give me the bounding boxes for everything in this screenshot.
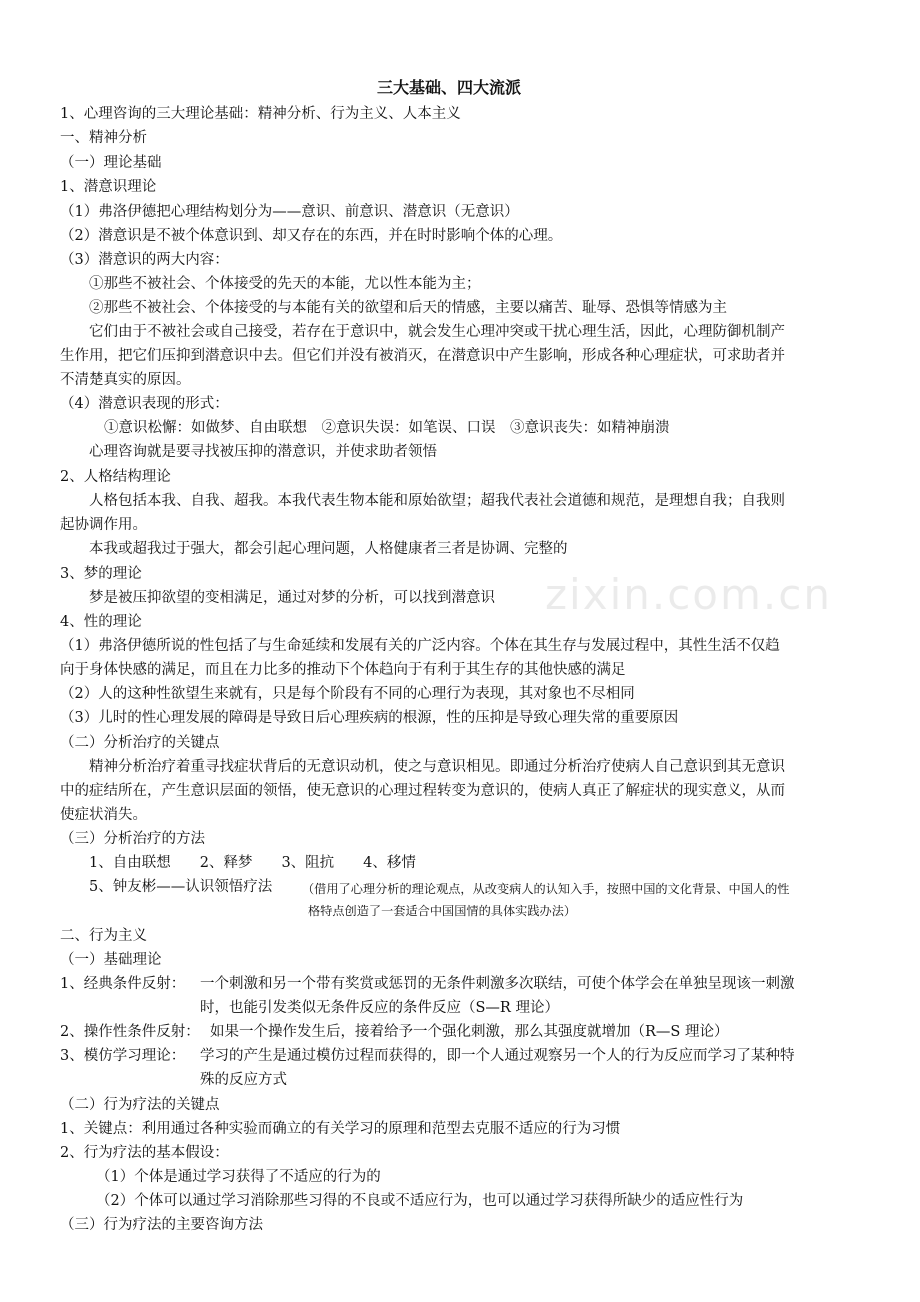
subsection-heading: 2、人格结构理论 — [60, 469, 171, 485]
text-line: （2）潜意识是不被个体意识到、却又存在的东西，并在时时影响个体的心理。 — [60, 228, 563, 244]
term-definition: 如果一个操作发生后，接着给予一个强化刺激，那么其强度就增加（R—S 理论） — [210, 1024, 729, 1040]
subsection-heading: （三）分析治疗的方法 — [60, 831, 205, 847]
text-line: （1）个体是通过学习获得了不适应的行为的 — [96, 1169, 381, 1185]
text-line: ②那些不被社会、个体接受的与本能有关的欲望和后天的情感，主要以痛苦、耻辱、恐惧等情感为主 — [89, 300, 727, 316]
subsection-heading: （二）分析治疗的关键点 — [60, 735, 220, 751]
paragraph-line: 起协调作用。 — [60, 517, 147, 533]
paragraph-line: 向于身体快感的满足，而且在力比多的推动下个体趋向于有利于其生存的其他快感的满足 — [60, 662, 626, 678]
method-item: 5、钟友彬——认识领悟疗法 — [89, 879, 273, 895]
subsection-heading: 3、梦的理论 — [60, 566, 142, 582]
subsection-heading: （一）理论基础 — [60, 155, 162, 171]
method-note: （借用了心理分析的理论观点，从改变病人的认知入手，按照中国的文化背景、中国人的性 — [302, 882, 790, 896]
paragraph-line: （1）弗洛伊德所说的性包括了与生命延续和发展有关的广泛内容。个体在其生存与发展过程中，其性生活不仅趋 — [60, 638, 780, 654]
paragraph-line: 人格包括本我、自我、超我。本我代表生物本能和原始欲望；超我代表社会道德和规范，是理想自我；自我则 — [89, 493, 785, 509]
text-line: 1、关键点：利用通过各种实验而确立的有关学习的原理和范型去克服不适应的行为习惯 — [60, 1121, 621, 1137]
text-line: ①意识松懈：如做梦、自由联想 ②意识失误：如笔误、口误 ③意识丧失：如精神崩溃 — [104, 420, 670, 436]
paragraph-line: 中的症结所在，产生意识层面的领悟，使无意识的心理过程转变为意识的，使病人真正了解症状的现实意义，从而 — [60, 783, 785, 799]
term-definition: 时，也能引发类似无条件反应的条件反应（S—R 理论） — [200, 1000, 559, 1016]
section-heading: 一、精神分析 — [60, 130, 147, 146]
text-line: 1、心理咨询的三大理论基础：精神分析、行为主义、人本主义 — [60, 106, 461, 122]
term-label: 3、模仿学习理论： — [60, 1048, 186, 1064]
page-title: 三大基础、四大流派 — [377, 78, 522, 97]
paragraph-line: 精神分析治疗着重寻找症状背后的无意识动机，使之与意识相见。即通过分析治疗使病人自己意识到其无意识 — [89, 759, 785, 775]
term-definition: 殊的反应方式 — [200, 1072, 287, 1088]
text-line: （3）潜意识的两大内容： — [60, 252, 229, 268]
method-list: 1、自由联想 2、释梦 3、阻抗 4、移情 — [89, 855, 416, 871]
term-label: 1、经典条件反射： — [60, 976, 186, 992]
text-line: 2、行为疗法的基本假设： — [60, 1145, 229, 1161]
term-definition: 一个刺激和另一个带有奖赏或惩罚的无条件刺激多次联结，可使个体学会在单独呈现该一刺激 — [200, 976, 795, 992]
paragraph-line: 使症状消失。 — [60, 807, 147, 823]
text-line: （2）人的这种性欲望生来就有，只是每个阶段有不同的心理行为表现，其对象也不尽相同 — [60, 686, 635, 702]
method-note: 格特点创造了一套适合中国国情的具体实践办法） — [308, 904, 577, 918]
text-line: 心理咨询就是要寻找被压抑的潜意识，并使求助者领悟 — [89, 444, 437, 460]
text-line: 本我或超我过于强大，都会引起心理问题，人格健康者三者是协调、完整的 — [89, 541, 568, 557]
subsection-heading: （一）基础理论 — [60, 952, 162, 968]
paragraph-line: 它们由于不被社会或自己接受，若存在于意识中，就会发生心理冲突或干扰心理生活，因此，心理防御机制产 — [89, 324, 785, 340]
subsection-heading: （三）行为疗法的主要咨询方法 — [60, 1217, 263, 1233]
watermark: zixin.com.cn — [545, 570, 832, 619]
paragraph-line: 不清楚真实的原因。 — [60, 372, 191, 388]
text-line: （3）儿时的性心理发展的障碍是导致日后心理疾病的根源，性的压抑是导致心理失常的重要原因 — [60, 710, 679, 726]
section-heading: 二、行为主义 — [60, 928, 147, 944]
text-line: （2）个体可以通过学习消除那些习得的不良或不适应行为，也可以通过学习获得所缺少的适应性行为 — [96, 1193, 744, 1209]
paragraph-line: 生作用，把它们压抑到潜意识中去。但它们并没有被消灭，在潜意识中产生影响，形成各种心理症状，可求助者并 — [60, 348, 785, 364]
text-line: （1）弗洛伊德把心理结构划分为——意识、前意识、潜意识（无意识） — [60, 204, 519, 220]
term-label: 2、操作性条件反射： — [60, 1024, 200, 1040]
subsection-heading: 4、性的理论 — [60, 614, 142, 630]
subsection-heading: （二）行为疗法的关键点 — [60, 1097, 220, 1113]
text-line: ①那些不被社会、个体接受的先天的本能，尤以性本能为主； — [89, 276, 481, 292]
text-line: （4）潜意识表现的形式： — [60, 396, 229, 412]
text-line: 梦是被压抑欲望的变相满足，通过对梦的分析，可以找到潜意识 — [89, 590, 495, 606]
term-definition: 学习的产生是通过模仿过程而获得的，即一个人通过观察另一个人的行为反应而学习了某种特 — [200, 1048, 795, 1064]
subsection-heading: 1、潜意识理论 — [60, 179, 157, 195]
